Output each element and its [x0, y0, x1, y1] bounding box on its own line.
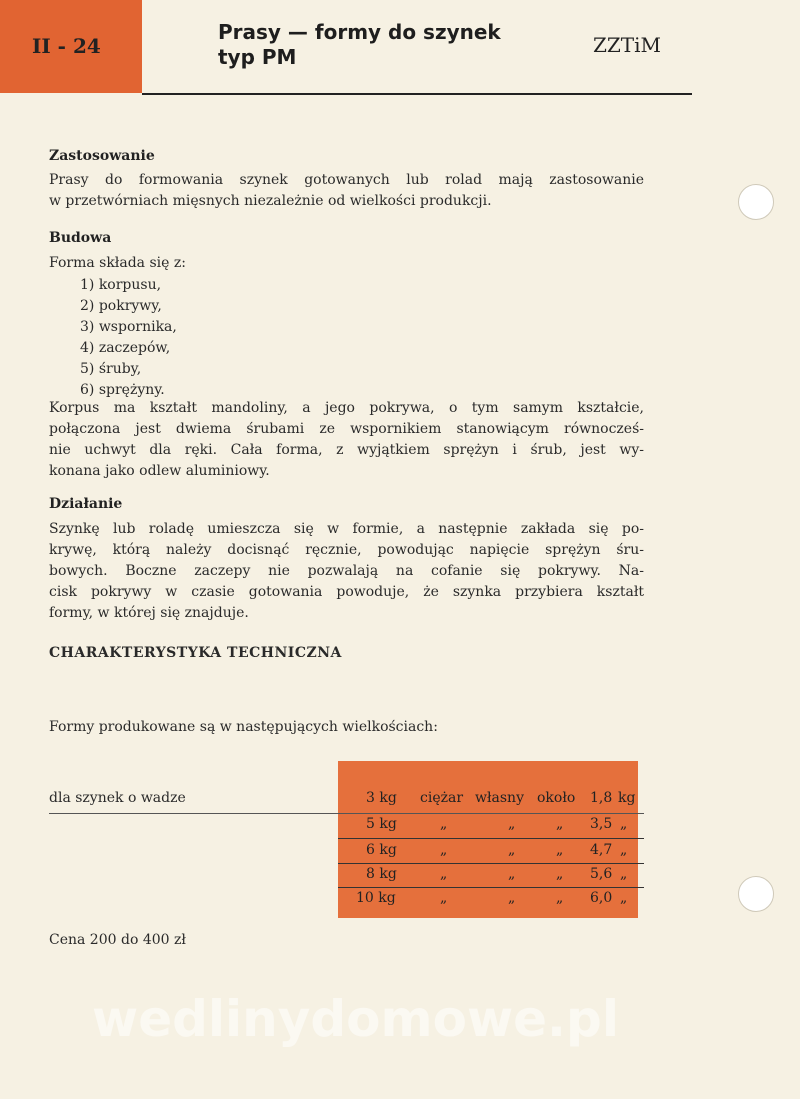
section-heading-dzialanie: Działanie — [49, 496, 123, 512]
budowa-intro: Forma składa się z: — [49, 255, 186, 271]
ditto-cell: „ — [508, 866, 516, 882]
table-row-label: dla szynek o wadze — [49, 790, 186, 806]
ditto-cell: „ — [440, 842, 448, 858]
section-heading-zastosowanie: Zastosowanie — [49, 148, 155, 164]
weight-cell: 1,8 — [590, 790, 613, 806]
text-line: połączona jest dwiema śrubami ze wspornikiem stanowiącym równocześ- — [49, 421, 644, 437]
text-line: cisk pokrywy w czasie gotowania powoduje, że szynka przybiera kształt — [49, 584, 644, 600]
table-row — [338, 816, 644, 839]
size-cell: 5 kg — [366, 816, 397, 832]
ditto-cell: „ — [556, 890, 564, 906]
weight-cell: 4,7 — [590, 842, 613, 858]
list-item: 2) pokrywy, — [80, 298, 162, 314]
paragraph-dzialanie — [49, 519, 644, 624]
ditto-cell: „ — [440, 890, 448, 906]
text-line: w przetwórniach mięsnych niezależnie od wielkości produkcji. — [49, 193, 492, 209]
weight-cell: 3,5 — [590, 816, 613, 832]
text-line: Prasy do formowania szynek gotowanych lub rolad mają zastosowanie — [49, 172, 644, 188]
list-item: 3) wspornika, — [80, 319, 177, 335]
text-line: bowych. Boczne zaczepy nie pozwalają na cofanie się pokrywy. Na- — [49, 563, 644, 579]
ditto-cell: „ — [508, 890, 516, 906]
table-baseline — [49, 813, 644, 814]
watermark-text: wedlinydomowe.pl — [92, 990, 619, 1048]
ditto-cell: „ — [556, 866, 564, 882]
text-line: nie uchwyt dla ręki. Cała forma, z wyjątkiem sprężyn i śrub, jest wy- — [49, 442, 644, 458]
list-item: 1) korpusu, — [80, 277, 162, 293]
paragraph-budowa — [49, 398, 644, 482]
unit-cell: kg — [618, 790, 636, 806]
ditto-cell: „ — [620, 816, 628, 832]
label-cell: około — [537, 790, 576, 806]
weight-cell: 5,6 — [590, 866, 613, 882]
label-cell: własny — [475, 790, 524, 806]
page-title — [218, 20, 501, 70]
paragraph-zastosowanie — [49, 170, 644, 212]
row-divider — [338, 887, 644, 888]
list-item: 6) sprężyny. — [80, 382, 165, 398]
list-item: 4) zaczepów, — [80, 340, 171, 356]
size-cell: 10 kg — [356, 890, 396, 906]
table-row — [338, 790, 644, 813]
text-line: formy, w której się znajduje. — [49, 605, 249, 621]
ditto-cell: „ — [556, 842, 564, 858]
row-divider — [338, 863, 644, 864]
organization-code: ZZTiM — [593, 33, 662, 57]
label-cell: ciężar — [420, 790, 464, 806]
weight-cell: 6,0 — [590, 890, 613, 906]
ditto-cell: „ — [620, 842, 628, 858]
table-row — [338, 890, 644, 913]
page-title-line-2: typ PM — [218, 45, 297, 69]
list-item: 5) śruby, — [80, 361, 142, 377]
row-divider — [338, 838, 644, 839]
tech-intro: Formy produkowane są w następujących wielkościach: — [49, 719, 438, 735]
ditto-cell: „ — [620, 866, 628, 882]
ditto-cell: „ — [508, 816, 516, 832]
size-cell: 8 kg — [366, 866, 397, 882]
price-text: Cena 200 do 400 zł — [49, 932, 186, 948]
punch-hole-top — [738, 184, 774, 220]
ditto-cell: „ — [620, 890, 628, 906]
ditto-cell: „ — [440, 816, 448, 832]
section-heading-budowa: Budowa — [49, 230, 112, 246]
table-row — [338, 866, 644, 889]
size-cell: 3 kg — [366, 790, 397, 806]
page-title-line-1: Prasy — formy do szynek — [218, 20, 501, 44]
ditto-cell: „ — [508, 842, 516, 858]
page-code: II - 24 — [32, 34, 101, 58]
text-line: Korpus ma kształt mandoliny, a jego pokrywa, o tym samym kształcie, — [49, 400, 644, 416]
text-line: konana jako odlew aluminiowy. — [49, 463, 270, 479]
text-line: Szynkę lub roladę umieszcza się w formie, a następnie zakłada się po- — [49, 521, 644, 537]
size-cell: 6 kg — [366, 842, 397, 858]
ditto-cell: „ — [440, 866, 448, 882]
table-row — [338, 842, 644, 865]
section-heading-tech: CHARAKTERYSTYKA TECHNICZNA — [49, 645, 342, 661]
ditto-cell: „ — [556, 816, 564, 832]
punch-hole-bottom — [738, 876, 774, 912]
parts-list — [80, 275, 177, 401]
text-line: krywę, którą należy docisnąć ręcznie, powodując napięcie sprężyn śru- — [49, 542, 644, 558]
header-divider — [142, 93, 692, 95]
